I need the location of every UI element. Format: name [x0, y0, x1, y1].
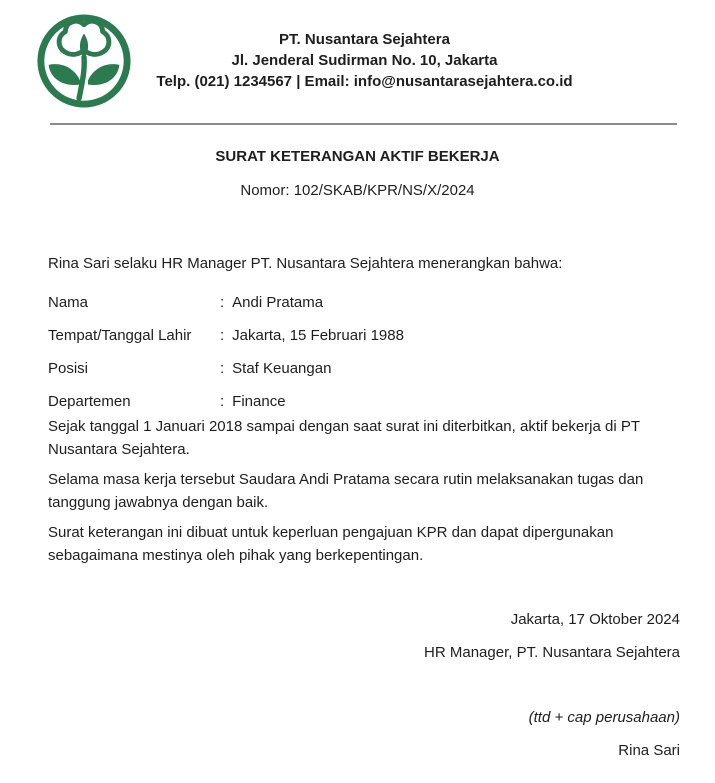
signature-stamp-note: (ttd + cap perusahaan)	[528, 709, 680, 726]
company-logo	[34, 12, 134, 110]
signature-block	[0, 608, 680, 762]
intro-line: Rina Sari selaku HR Manager PT. Nusantara Sejahtera menerangkan bahwa:	[48, 255, 563, 272]
field-row-departemen	[48, 390, 668, 413]
field-colon: :	[220, 360, 225, 377]
field-value: Finance	[232, 393, 286, 410]
field-row-posisi	[48, 357, 668, 380]
field-value: Andi Pratama	[232, 294, 324, 311]
letter-number: Nomor: 102/SKAB/KPR/NS/X/2024	[240, 182, 475, 199]
field-label: Posisi	[48, 360, 89, 377]
letter-body	[48, 252, 668, 567]
company-address: Jl. Jenderal Sudirman No. 10, Jakarta	[231, 52, 498, 69]
paragraph: Selama masa kerja tersebut Saudara Andi Pratama secara rutin melaksanakan tugas dan tanggung jawabnya dengan baik.	[48, 471, 644, 511]
field-value: Jakarta, 15 Februari 1988	[232, 327, 404, 344]
field-colon: :	[220, 294, 225, 311]
field-row-tempat-tanggal-lahir	[48, 324, 668, 347]
letter-title: SURAT KETERANGAN AKTIF BEKERJA	[215, 148, 500, 165]
signature-role: HR Manager, PT. Nusantara Sejahtera	[424, 644, 680, 661]
header-divider	[50, 123, 677, 125]
company-contact: Telp. (021) 1234567 | Email: info@nusantarasejahtera.co.id	[156, 73, 573, 90]
signature-place-date: Jakarta, 17 Oktober 2024	[510, 611, 680, 628]
paragraph: Surat keterangan ini dibuat untuk keperluan pengajuan KPR dan dapat dipergunakan sebagaimana mestinya oleh pihak yang berkepentingan.	[48, 524, 614, 564]
cotton-plant-logo-icon	[34, 12, 134, 110]
field-row-nama	[48, 291, 668, 314]
field-label: Nama	[48, 294, 89, 311]
field-value: Staf Keuangan	[232, 360, 332, 377]
field-colon: :	[220, 393, 225, 410]
paragraph: Sejak tanggal 1 Januari 2018 sampai dengan saat surat ini diterbitkan, aktif bekerja di PT Nusantara Sejahtera.	[48, 418, 640, 458]
signature-name: Rina Sari	[618, 742, 680, 759]
field-label: Departemen	[48, 393, 131, 410]
field-colon: :	[220, 327, 225, 344]
company-name: PT. Nusantara Sejahtera	[279, 31, 450, 48]
field-label: Tempat/Tanggal Lahir	[48, 327, 192, 344]
